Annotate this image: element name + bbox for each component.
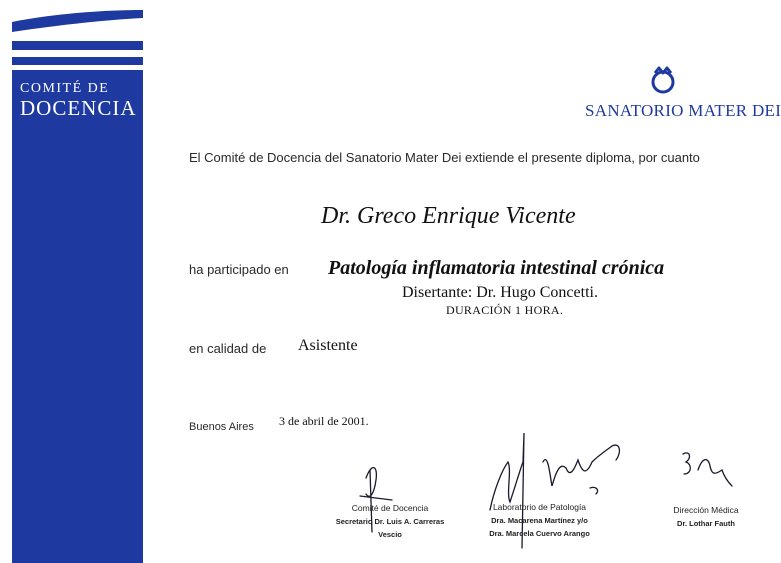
signature-laboratory bbox=[476, 501, 603, 540]
signature-name: Dra. Marcela Cuervo Arango bbox=[489, 529, 590, 538]
speaker-line: Disertante: Dr. Hugo Concetti. bbox=[402, 284, 598, 301]
signature-name: Dr. Lothar Fauth bbox=[677, 519, 735, 528]
signature-name: Dra. Macarena Martínez y/o bbox=[491, 516, 588, 525]
signature-title: Laboratorio de Patología bbox=[492, 502, 587, 512]
signature-committee bbox=[333, 502, 447, 541]
committee-label-big: DOCENCIA bbox=[20, 96, 137, 120]
signature-direction bbox=[664, 504, 748, 530]
organization-name: SANATORIO MATER DEI bbox=[585, 101, 781, 120]
duration-line: DURACIÓN 1 HORA. bbox=[446, 303, 564, 317]
participated-label: ha participado en bbox=[189, 262, 289, 277]
role-value: Asistente bbox=[298, 337, 358, 354]
intro-text: El Comité de Docencia del Sanatorio Mater Dei extiende el presente diploma, por cuanto bbox=[189, 150, 700, 165]
committee-label-small: COMITÉ DE bbox=[20, 81, 110, 96]
course-title: Patología inflamatoria intestinal crónica bbox=[328, 257, 665, 279]
signature-title: Comité de Docencia bbox=[351, 503, 429, 513]
signature-title: Dirección Médica bbox=[673, 505, 739, 515]
signature-name: Secretario Dr. Luis A. Carreras Vescio bbox=[335, 517, 445, 539]
place-text: Buenos Aires bbox=[189, 421, 254, 433]
recipient-name: Dr. Greco Enrique Vicente bbox=[321, 203, 576, 229]
role-label: en calidad de bbox=[189, 341, 267, 356]
date-text: 3 de abril de 2001. bbox=[279, 414, 369, 428]
